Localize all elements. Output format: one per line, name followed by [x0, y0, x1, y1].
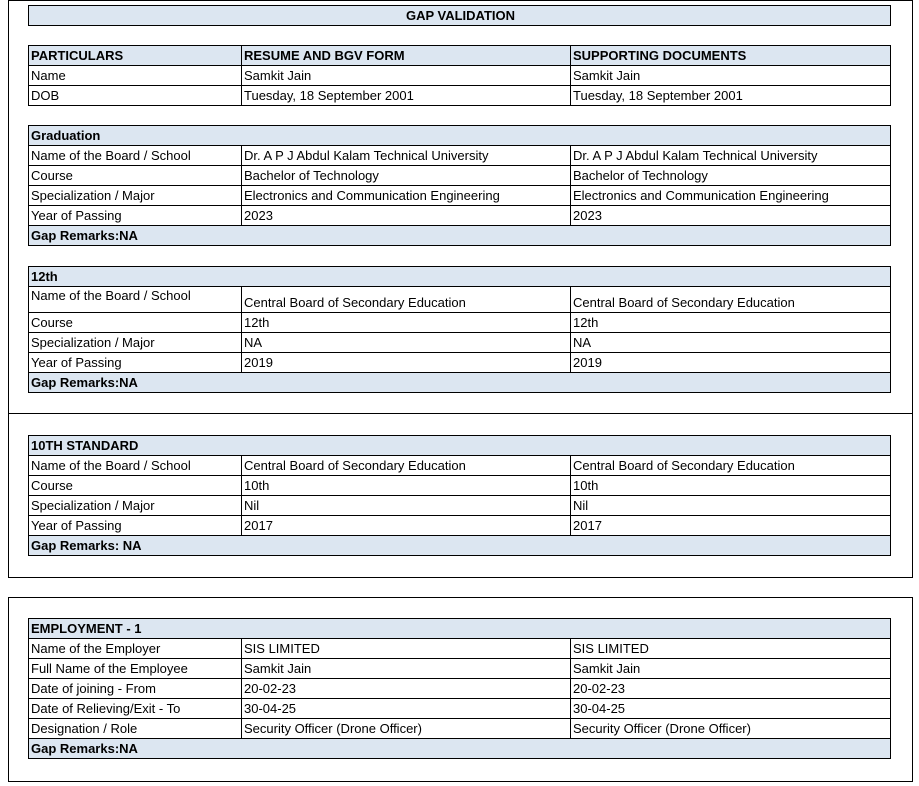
document-value: Central Board of Secondary Education	[571, 287, 891, 313]
document-value: SIS LIMITED	[571, 639, 891, 659]
resume-value: 2019	[242, 353, 571, 373]
gap-remarks: Gap Remarks:NA	[29, 226, 891, 246]
row-label: Specialization / Major	[29, 333, 242, 353]
resume-value: 10th	[242, 476, 571, 496]
resume-value: Samkit Jain	[242, 66, 571, 86]
employment-table	[28, 618, 891, 759]
table-row	[29, 639, 891, 659]
table-row	[29, 166, 891, 186]
document-value: 10th	[571, 476, 891, 496]
gap-remarks: Gap Remarks: NA	[29, 536, 891, 556]
table-row	[29, 206, 891, 226]
row-label: Designation / Role	[29, 719, 242, 739]
resume-value: Electronics and Communication Engineering	[242, 186, 571, 206]
row-label: Specialization / Major	[29, 186, 242, 206]
table-row	[29, 456, 891, 476]
resume-value: 2023	[242, 206, 571, 226]
table-row	[29, 516, 891, 536]
resume-value: Dr. A P J Abdul Kalam Technical University	[242, 146, 571, 166]
header-documents: SUPPORTING DOCUMENTS	[571, 46, 891, 66]
table-row	[29, 333, 891, 353]
row-label: Name of the Employer	[29, 639, 242, 659]
document-value: 2019	[571, 353, 891, 373]
row-label: Name	[29, 66, 242, 86]
resume-value: Central Board of Secondary Education	[242, 456, 571, 476]
resume-value: 12th	[242, 313, 571, 333]
document-value: Samkit Jain	[571, 659, 891, 679]
table-row	[29, 679, 891, 699]
document-value: Bachelor of Technology	[571, 166, 891, 186]
document-value: Dr. A P J Abdul Kalam Technical University	[571, 146, 891, 166]
table-row	[29, 353, 891, 373]
table-row	[29, 659, 891, 679]
row-label: Name of the Board / School	[29, 456, 242, 476]
document-value: 30-04-25	[571, 699, 891, 719]
table-row	[29, 699, 891, 719]
resume-value: Tuesday, 18 September 2001	[242, 86, 571, 106]
document-value: NA	[571, 333, 891, 353]
section-heading: EMPLOYMENT - 1	[29, 619, 891, 639]
row-label: Specialization / Major	[29, 496, 242, 516]
resume-value: Samkit Jain	[242, 659, 571, 679]
resume-value: NA	[242, 333, 571, 353]
header-row	[29, 46, 891, 66]
section-heading: Graduation	[29, 126, 891, 146]
table-row	[29, 313, 891, 333]
document-value: Security Officer (Drone Officer)	[571, 719, 891, 739]
table-row	[29, 186, 891, 206]
header-resume: RESUME AND BGV FORM	[242, 46, 571, 66]
resume-value: 30-04-25	[242, 699, 571, 719]
row-label: Year of Passing	[29, 516, 242, 536]
document-value: Central Board of Secondary Education	[571, 456, 891, 476]
row-label: Date of joining - From	[29, 679, 242, 699]
personal-table	[28, 45, 891, 106]
row-label: Name of the Board / School	[29, 146, 242, 166]
table-row	[29, 66, 891, 86]
row-label: Course	[29, 476, 242, 496]
section-heading: 12th	[29, 267, 891, 287]
header-particulars: PARTICULARS	[29, 46, 242, 66]
title-table	[28, 5, 891, 26]
table-row	[29, 476, 891, 496]
row-label: Course	[29, 166, 242, 186]
document-value: 2017	[571, 516, 891, 536]
graduation-table	[28, 125, 891, 246]
document-value: Electronics and Communication Engineering	[571, 186, 891, 206]
row-label: Course	[29, 313, 242, 333]
section-heading: 10TH STANDARD	[29, 436, 891, 456]
resume-value: SIS LIMITED	[242, 639, 571, 659]
document-value: Samkit Jain	[571, 66, 891, 86]
table-row	[29, 86, 891, 106]
section-divider	[8, 413, 913, 414]
table-row	[29, 496, 891, 516]
document-value: Tuesday, 18 September 2001	[571, 86, 891, 106]
row-label: Name of the Board / School	[29, 287, 242, 313]
resume-value: Nil	[242, 496, 571, 516]
gap-remarks: Gap Remarks:NA	[29, 739, 891, 759]
row-label: Date of Relieving/Exit - To	[29, 699, 242, 719]
document-value: 12th	[571, 313, 891, 333]
row-label: Full Name of the Employee	[29, 659, 242, 679]
resume-value: Security Officer (Drone Officer)	[242, 719, 571, 739]
row-label: DOB	[29, 86, 242, 106]
tenth-table	[28, 435, 891, 556]
document-value: 2023	[571, 206, 891, 226]
resume-value: 2017	[242, 516, 571, 536]
gap-remarks: Gap Remarks:NA	[29, 373, 891, 393]
page-title: GAP VALIDATION	[29, 6, 891, 26]
table-row	[29, 287, 891, 313]
row-label: Year of Passing	[29, 206, 242, 226]
twelfth-table	[28, 266, 891, 393]
resume-value: Bachelor of Technology	[242, 166, 571, 186]
resume-value: Central Board of Secondary Education	[242, 287, 571, 313]
resume-value: 20-02-23	[242, 679, 571, 699]
document-value: 20-02-23	[571, 679, 891, 699]
table-row	[29, 146, 891, 166]
row-label: Year of Passing	[29, 353, 242, 373]
table-row	[29, 719, 891, 739]
document-value: Nil	[571, 496, 891, 516]
